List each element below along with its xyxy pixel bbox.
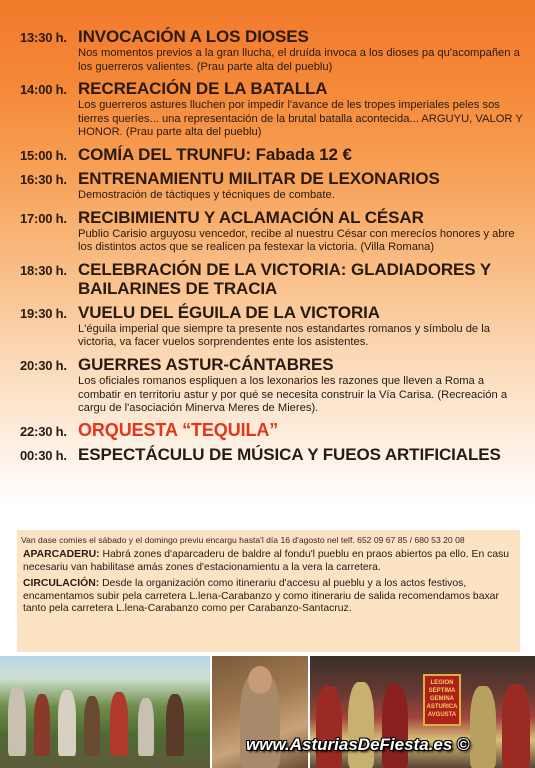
event-title: ENTRENAMIENTU MILITAR DE LEXONARIOS [78, 168, 440, 188]
event-item [20, 145, 525, 164]
event-description: Nos momentos previos a la gran llucha, el druída invoca a los dioses pa qu'acompañen a los guerreros valientes. (Prau parte alta del pueblu) [78, 47, 520, 73]
event-schedule [20, 27, 525, 469]
event-time: 14:00 h. [20, 82, 67, 98]
event-title: RECIBIMIENTU Y ACLAMACIÓN AL CÉSAR [78, 207, 424, 227]
event-description: Publio Carisio arguyosu vencedor, recibe al nuestru César con merecíos honores y abre los distintos actos que se realicen pa festexar la victoria. (Villa Romana) [78, 227, 515, 254]
event-title: CELEBRACIÓN DE LA VICTORIA: GLADIADORES Y BAILARINES DE TRACIA [78, 259, 491, 298]
event-description: Los guerreros astures lluchen por impedir l'avance de les tropes imperiales peles sos tierres queríes... una representación de la brutal batalla acontecida... ARGUYU, VALOR Y HONOR. (Prau parte alta del pueblu) [78, 99, 523, 139]
website-watermark: www.AsturiasDeFiesta.es © [246, 735, 470, 754]
event-time: 15:00 h. [20, 147, 67, 163]
event-time: 18:30 h. [20, 262, 67, 278]
battle-photo [0, 656, 210, 768]
event-time: 16:30 h. [20, 171, 67, 187]
meal-booking-note: Van dase comíes el sábado y el domingo previu encargu hasta'l día 16 d'agosto nel telf. 652 09 67 85 / 680 53 20 08 [21, 535, 465, 545]
parking-label: APARCADERU: [23, 549, 100, 560]
event-title: VUELU DEL ÉGUILA DE LA VICTORIA [78, 302, 380, 322]
event-item [20, 79, 525, 140]
event-time: 00:30 h. [20, 447, 67, 463]
event-time: 17:00 h. [20, 210, 67, 226]
event-time: 22:30 h. [20, 423, 67, 439]
event-item [20, 27, 525, 74]
info-box [17, 530, 520, 652]
event-title: RECREACIÓN DE LA BATALLA [78, 79, 328, 99]
event-item [20, 445, 525, 464]
event-item [20, 421, 525, 440]
event-title: GUERRES ASTUR-CÁNTABRES [78, 354, 334, 374]
event-title-highlight: ORQUESTA “TEQUILA” [78, 419, 279, 440]
event-time: 20:30 h. [20, 357, 67, 373]
traffic-label: CIRCULACIÓN: [23, 578, 100, 590]
event-item [20, 169, 525, 203]
event-description: Demostración de táctiques y técniques de combate. [78, 188, 335, 201]
event-item [20, 303, 525, 350]
traffic-text: Desde la organización como itinerariu d'accesu al pueblu y a los actos festivos, encamentamos subir pela carretera L.lena-Carabanzo y como itinerariu de salida recomendamos baxar tanto pela carretera L.lena-Carabanzo como per Carabanzo-Santacruz. [23, 578, 499, 615]
parking-info [17, 545, 520, 574]
event-item [20, 208, 525, 255]
parking-text: Habrá zones d'aparcaderu de baldre al fondu'l pueblu en praos abiertos pa ello. En casu necesariu van habilitase amás zones d'estacionamientu a la vera la carretera. [23, 549, 510, 573]
event-title: ESPECTÁCULU DE MÚSICA Y FUEOS ARTIFICIALES [78, 444, 501, 464]
event-time: 13:30 h. [20, 30, 67, 45]
event-description: L'éguila imperial que siempre ta presente nos estandartes romanos y símbolu de la victoria, va facer vuelos sorprendentes ente los asistentes. [78, 322, 490, 349]
traffic-info [17, 574, 520, 616]
event-title: INVOCACIÓN A LOS DIOSES [78, 27, 309, 46]
event-title: COMÍA DEL TRUNFU: Fabada 12 € [78, 144, 352, 164]
legion-banner: LEGION SEPTIMA GEMINA ASTURICA AVGUSTA [423, 674, 461, 726]
event-time: 19:30 h. [20, 305, 67, 321]
event-item [20, 260, 525, 298]
event-item [20, 355, 525, 416]
event-description: Los oficiales romanos espliquen a los lexonarios les razones que lleven a Roma a combatir en territoriu astur y por qué se necesita construir la Vía Carisa. (Recreación a cargu de l'asociación Minerva Meres de Mieres). [78, 374, 508, 415]
